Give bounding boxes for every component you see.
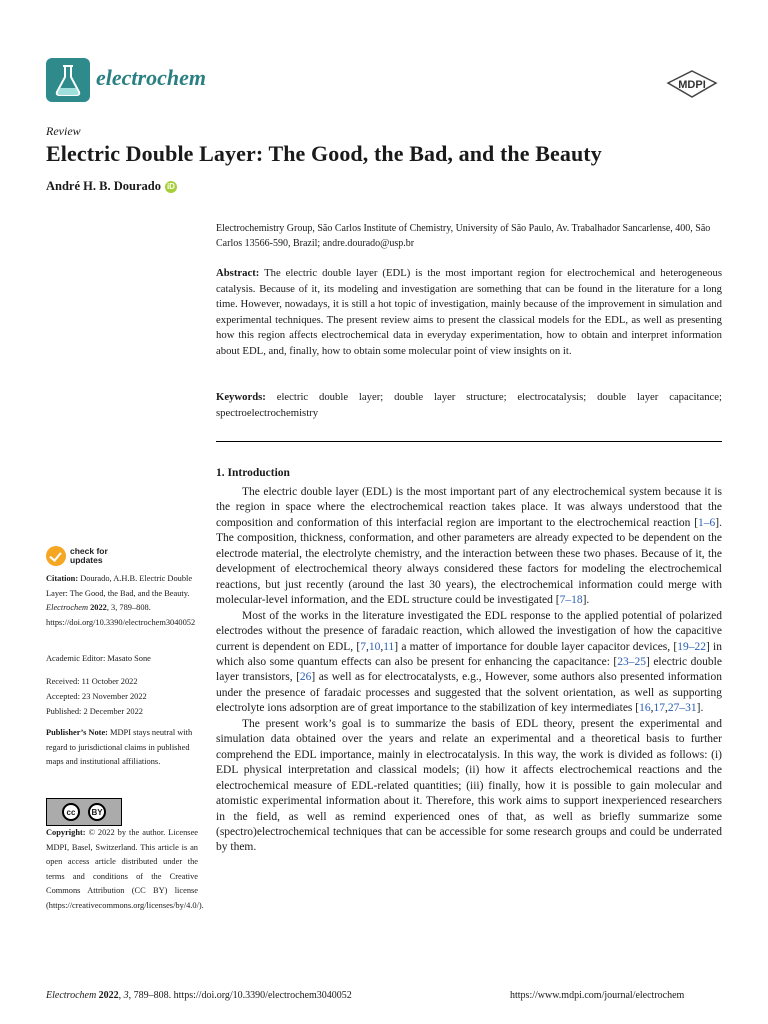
paragraph-1: The electric double layer (EDL) is the most important part of any electrochemical system because it is the region in space where the electrochemical reaction takes place. It was always understood that the composition and conformation of this interfacial region are important to the electrochemical reaction [1–6]. The composition, thickness, conformation, and other parameters are already expected to be dependent on the electrode material, the electrolyte chemistry, and the interaction between these two phases. Because of it, the development of electrochemical theory always considered these factors for modeling the electrochemical reactions, but just recently (around the last 30 years), the electrochemical information could merge with molecular-level information, and the EDL structure could be investigated [7–18]. bbox=[216, 486, 722, 607]
reference-link[interactable]: 16 bbox=[639, 702, 651, 715]
citation: Citation: Dourado, A.H.B. Electric Double Layer: The Good, the Bad, and the Beauty. Electrochem 2022, 3, 789–808. https://doi.org/10.3390/electrochem3040052 bbox=[46, 574, 196, 627]
abstract-label: Abstract: bbox=[216, 267, 260, 279]
attribution-icon: BY bbox=[88, 803, 106, 821]
reference-link[interactable]: 19–22 bbox=[677, 640, 706, 653]
published-date: Published: 2 December 2022 bbox=[46, 707, 143, 716]
article-type: Review bbox=[46, 124, 81, 138]
keywords-text: electric double layer; double layer structure; electrocatalysis; double layer capacitance; spectroelectrochemistry bbox=[216, 391, 722, 419]
divider bbox=[216, 441, 722, 442]
reference-link[interactable]: 1–6 bbox=[698, 516, 716, 529]
section-heading: 1. Introduction bbox=[216, 467, 290, 479]
received-date: Received: 11 October 2022 bbox=[46, 677, 138, 686]
journal-logo bbox=[46, 58, 90, 102]
abstract-text: The electric double layer (EDL) is the most important region for electrochemical and heterogeneous catalysis. Because of it, its modeling and investigation are something that can be found in the literature for a long time. However, nowadays, it is still a hot topic of investigation, mainly because of the improvement in simulation and experimental techniques. The present review aims to present the classical models for the EDL, as well as presenting how this region affects electrochemical data in everyday experimentation, how to obtain and interpret information about EDL, and, finally, how to obtain some molecular point of view insights on it. bbox=[216, 267, 722, 357]
orcid-icon[interactable]: iD bbox=[166, 182, 175, 191]
accepted-date: Accepted: 23 November 2022 bbox=[46, 692, 147, 701]
cc-by-license-badge[interactable] bbox=[46, 798, 122, 826]
journal-name: electrochem bbox=[96, 65, 206, 90]
cc-icon: cc bbox=[62, 803, 80, 821]
copyright: Copyright: © 2022 by the author. Licensee MDPI, Basel, Switzerland. This article is an open access article distributed under the terms and conditions of the Creative Commons Attribution (CC BY) license (https://creativecommons.org/licenses/by/4.0/). bbox=[46, 828, 204, 910]
mdpi-logo bbox=[666, 70, 718, 98]
reference-link[interactable]: 11 bbox=[383, 640, 395, 653]
affiliation: Electrochemistry Group, São Carlos Institute of Chemistry, University of São Paulo, Av. Trabalhador Sancarlense, 400, São Carlos 13566-590, Brazil; andre.dourado@usp.br bbox=[216, 223, 711, 249]
author-name: André H. B. Dourado bbox=[46, 179, 161, 193]
reference-link[interactable]: 10 bbox=[368, 640, 381, 653]
reference-link[interactable]: 17 bbox=[653, 702, 665, 715]
reference-link[interactable]: 23–25 bbox=[617, 655, 646, 668]
check-updates-icon bbox=[46, 546, 66, 566]
reference-link[interactable]: 26 bbox=[299, 671, 312, 684]
academic-editor: Academic Editor: Masato Sone bbox=[46, 654, 151, 663]
abstract bbox=[216, 266, 722, 359]
publisher-logo-text: MDPI bbox=[678, 79, 706, 91]
check-for-updates[interactable]: check for updates bbox=[46, 546, 108, 566]
reference-link[interactable]: 7 bbox=[360, 640, 366, 653]
author-line bbox=[46, 179, 177, 194]
publisher-note: Publisher’s Note: MDPI stays neutral with regard to jurisdictional claims in published maps and institutional affiliations. bbox=[46, 728, 193, 767]
article-title: Electric Double Layer: The Good, the Bad, and the Beauty bbox=[46, 141, 602, 166]
introduction-body bbox=[216, 485, 722, 856]
reference-link[interactable]: 7–18 bbox=[559, 594, 583, 607]
keywords bbox=[216, 390, 722, 421]
footer-url[interactable]: https://www.mdpi.com/journal/electrochem bbox=[510, 990, 685, 1001]
flask-icon bbox=[46, 58, 90, 102]
footer-citation: Electrochem 2022, 3, 789–808. https://doi.org/10.3390/electrochem3040052 bbox=[46, 990, 352, 1001]
paragraph-2: Most of the works in the literature investigated the EDL response to the applied potential of polarized electrodes without the presence of faradaic reaction, which allowed the investigation of how the capacitive current is dependent on EDL, [7,10,11] a matter of importance for double layer capacitor devices, [19–22] in which also some quantum effects can also be present for enhancing the capacitance: [23–25] electric double layer transistors, [26] as well as for electrocatalysts, e.g., However, some authors also presented information under the presence of faradaic processes and suggested that the solvent orientation, as well as supporting electrolyte ions adsorption are of great importance to the stabilization of key intermediates [16,17,27–31]. bbox=[216, 609, 722, 715]
reference-link[interactable]: 27–31 bbox=[667, 702, 697, 715]
keywords-label: Keywords: bbox=[216, 391, 266, 403]
paragraph-3: The present work’s goal is to summarize the basis of EDL theory, present the experimental and simulation data obtained over the years and relate an experimental and a theoretical basis to further comprehend the EDL importance, mainly in electrocatalysis. In this way, the work is divided as follows: (i) EDL physical interpretation and classical models; (ii) how it affects electrochemical reactions and the electrochemical measure of EDL-related quantities; (iii) finally, how it is possible to gain molecular and atomistic experimental information about it. Therefore, this work aims to support inexperienced researchers in the field, as well as remind experienced ones of that, as well as briefly summarize some (spectro)electrochemical techniques that can be accessible for some research groups and could be underrated by them. bbox=[216, 717, 722, 854]
